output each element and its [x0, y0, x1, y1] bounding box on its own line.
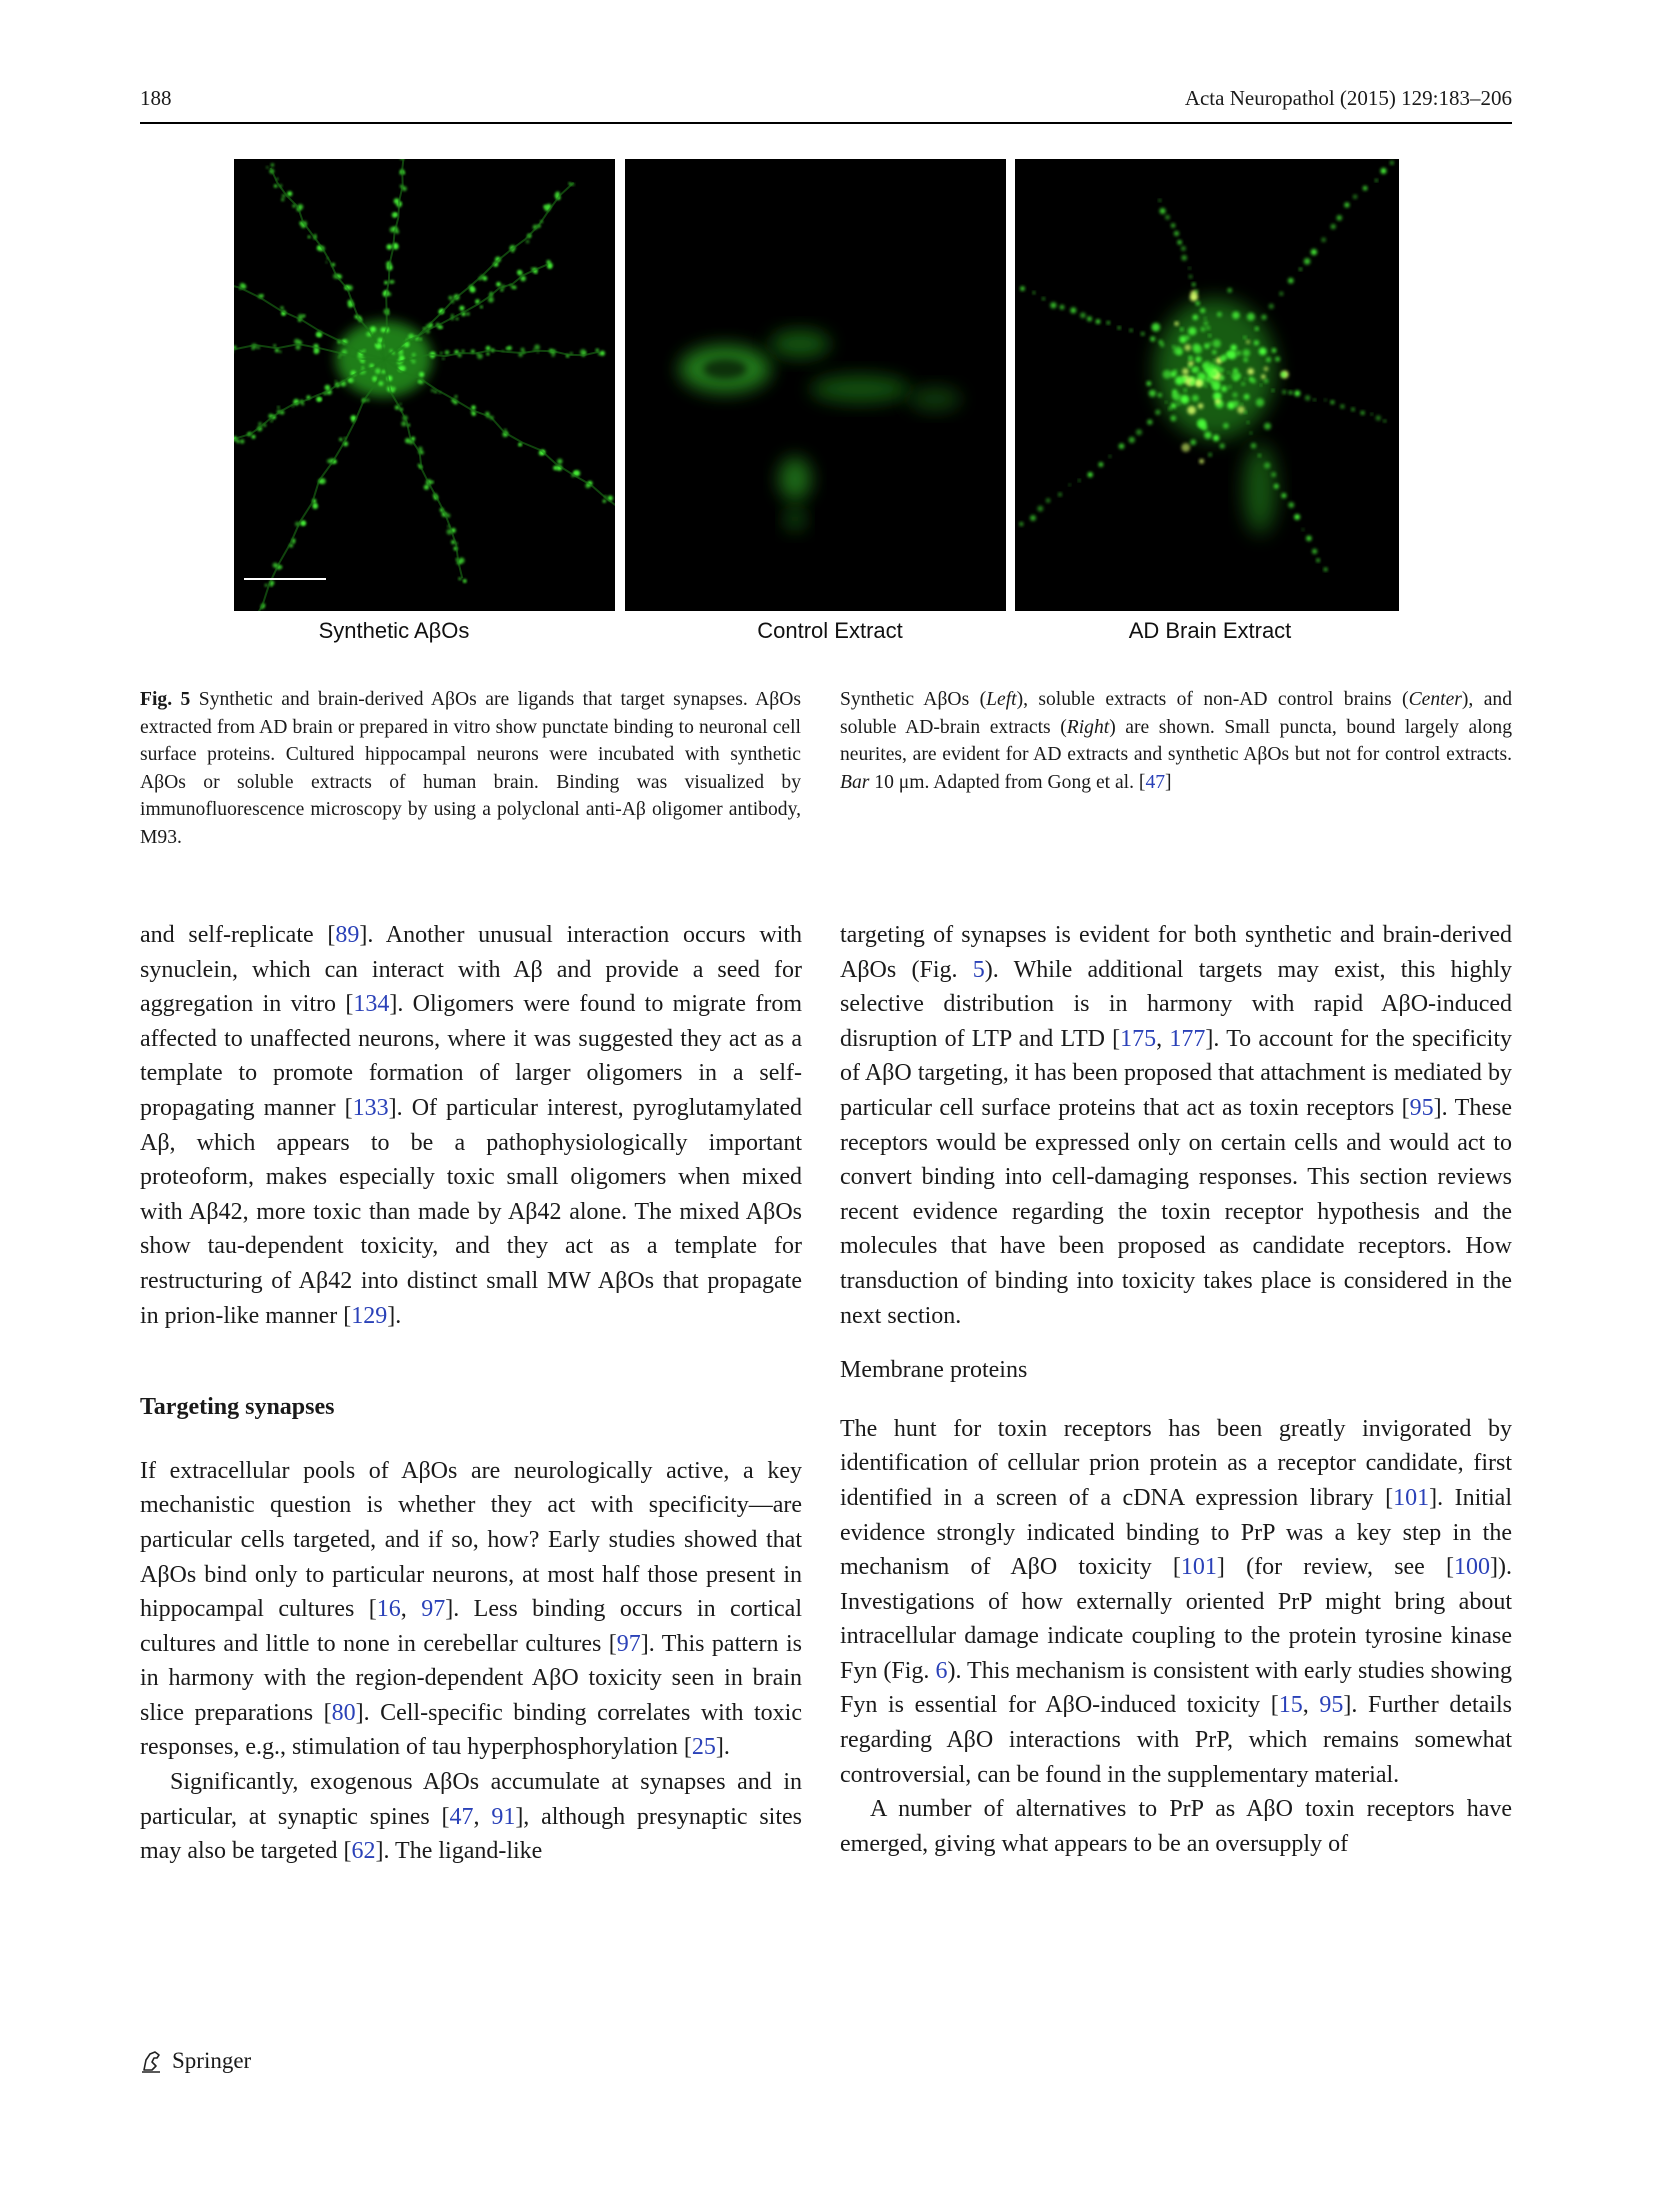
panel-label-control: Control Extract	[757, 618, 903, 643]
citation-link[interactable]: 15	[1278, 1692, 1303, 1719]
figure-label: Fig. 5	[140, 689, 191, 710]
micrograph-ad-image	[1015, 159, 1399, 611]
section-heading-targeting-synapses: Targeting synapses	[140, 1394, 335, 1421]
figure-panel-ad	[1015, 159, 1399, 611]
citation-link[interactable]: 95	[1409, 1094, 1434, 1121]
citation-link[interactable]: 47	[449, 1803, 474, 1830]
caption-text: Synthetic AβOs (	[840, 689, 987, 710]
paragraph: Significantly, exogenous AβOs accumulate at synapses and in particular, at synaptic spines [47, 91], although presynaptic sites may also be targeted [62]. The ligand-like	[140, 1769, 802, 1865]
caption-text: ) are shown. Small puncta, bound largely along neurites, are evident for AD extracts and synthetic AβOs but not for control extracts.	[840, 716, 1512, 765]
left-column	[140, 918, 802, 1869]
citation-link[interactable]: 16	[376, 1596, 401, 1623]
panel-label-synthetic: Synthetic AβOs	[318, 618, 470, 643]
figure-caption-left	[140, 686, 801, 851]
citation-link[interactable]: 175	[1120, 1025, 1157, 1052]
caption-text: ), soluble extracts of non-AD control brains (	[1016, 689, 1409, 710]
citation-link[interactable]: 97	[616, 1630, 641, 1657]
caption-italic: Right	[1066, 716, 1110, 738]
springer-horse-icon	[140, 2048, 164, 2074]
paragraph: If extracellular pools of AβOs are neurologically active, a key mechanistic question is whether they act with specificity—are particular cells targeted, and if so, how? Early studies showed that AβOs bind only to particular neurons, at most half those present in hippocampal cultures [16, 97]. Less binding occurs in cortical cultures and little to none in cerebellar cultures [97]. This pattern is in harmony with the region-dependent AβO toxicity seen in brain slice preparations [80]. Cell-specific binding correlates with toxic responses, e.g., stimulation of tau hyperphosphorylation [25].	[140, 1457, 803, 1761]
citation-link[interactable]: 101	[1393, 1484, 1430, 1511]
footer	[140, 2048, 251, 2074]
caption-italic: Left	[986, 689, 1017, 710]
figure-panel-synthetic	[234, 159, 615, 611]
citation-link[interactable]: 101	[1180, 1554, 1217, 1581]
section-heading-membrane-proteins: Membrane proteins	[840, 1357, 1028, 1384]
caption-text: Synthetic and brain-derived AβOs are ligands that target synapses. AβOs extracted from AD brain or prepared in vitro show punctate binding to neuronal cell surface proteins. Cultured hippocampal neurons were incubated with synthetic AβOs or soluble extracts of human brain. Binding was visualized by immunofluorescence microscopy by using a polyclonal anti-Aβ oligomer antibody, M93.	[140, 689, 801, 848]
header-rule	[140, 122, 1512, 124]
citation-link[interactable]: 177	[1169, 1025, 1206, 1052]
citation-link[interactable]: 95	[1319, 1692, 1344, 1719]
citation-link[interactable]: 80	[331, 1699, 356, 1726]
citation-link[interactable]: 6	[935, 1657, 948, 1684]
caption-text: ]	[1165, 771, 1172, 793]
panel-label-ad: AD Brain Extract	[1128, 618, 1292, 643]
citation-link[interactable]: 5	[972, 956, 985, 983]
caption-italic: Center	[1408, 689, 1462, 710]
paragraph: and self-replicate [89]. Another unusual interaction occurs with synuclein, which can interact with Aβ and provide a seed for aggregation in vitro [134]. Oligomers were found to migrate from affected to unaffected neurons, where it was suggested they act as a template to promote formation of larger oligomers in a self-propagating manner [133]. Of particular interest, pyroglutamylated Aβ, which appears to be a pathophysiologically important proteoform, makes especially toxic small oligomers when mixed with Aβ42, more toxic than made by Aβ42 alone. The mixed AβOs show tau-dependent toxicity, and they act as a template for restructuring of Aβ42 into distinct small MW AβOs that propagate in prion-like manner [129].	[140, 922, 802, 1329]
citation-link[interactable]: 47	[1145, 771, 1166, 793]
caption-italic: Bar	[840, 771, 870, 793]
citation-link[interactable]: 129	[351, 1302, 388, 1329]
paragraph: targeting of synapses is evident for both synthetic and brain-derived AβOs (Fig. 5). While additional targets may exist, this highly selective distribution is in harmony with rapid AβO-induced disruption of LTP and LTD [175, 177]. To account for the specificity of AβO targeting, it has been proposed that attachment is mediated by particular cell surface proteins that act as toxin receptors [95]. These receptors would be expressed only on certain cells and would act to convert binding into cell-damaging responses. This section reviews recent evidence regarding the toxin receptor hypothesis and the molecules that have been proposed as candidate receptors. How transduction of binding into toxicity takes place is considered in the next section.	[840, 922, 1513, 1329]
figure-panel-control	[625, 159, 1006, 611]
citation-link[interactable]: 25	[691, 1734, 716, 1761]
citation-link[interactable]: 134	[353, 991, 390, 1018]
paragraph: The hunt for toxin receptors has been greatly invigorated by identification of cellular prion protein as a receptor candidate, first identified in a screen of a cDNA expression library [101]. Initial evidence strongly indicated binding to PrP was a key step in the mechanism of AβO toxicity [101] (for review, see [100]). Investigations of how externally oriented PrP might bring about intracellular damage indicate coupling to the protein tyrosine kinase Fyn (Fig. 6). This mechanism is consistent with early studies showing Fyn is essential for AβO-induced toxicity [15, 95]. Further details regarding AβO interactions with PrP, which remains somewhat controversial, can be found in the supplementary material.	[840, 1415, 1513, 1788]
micrograph-control-image	[625, 159, 1006, 611]
paragraph: A number of alternatives to PrP as AβO toxin receptors have emerged, giving what appears to be an oversupply of	[840, 1796, 1512, 1857]
caption-text: ), and soluble AD-brain extracts (	[840, 689, 1512, 738]
citation-link[interactable]: 133	[352, 1094, 389, 1121]
citation-link[interactable]: 100	[1454, 1554, 1491, 1581]
page-number: 188	[140, 86, 172, 110]
caption-text: 10 μm. Adapted from Gong et al. [	[869, 771, 1146, 793]
figure-caption-right	[840, 686, 1512, 796]
publisher-name: Springer	[172, 2048, 252, 2073]
citation-link[interactable]: 62	[351, 1838, 376, 1865]
micrograph-synthetic-image	[234, 159, 615, 611]
journal-citation: Acta Neuropathol (2015) 129:183–206	[1184, 86, 1512, 110]
citation-link[interactable]: 91	[491, 1803, 516, 1830]
right-column	[840, 918, 1512, 1861]
citation-link[interactable]: 97	[421, 1596, 446, 1623]
citation-link[interactable]: 89	[335, 922, 360, 948]
